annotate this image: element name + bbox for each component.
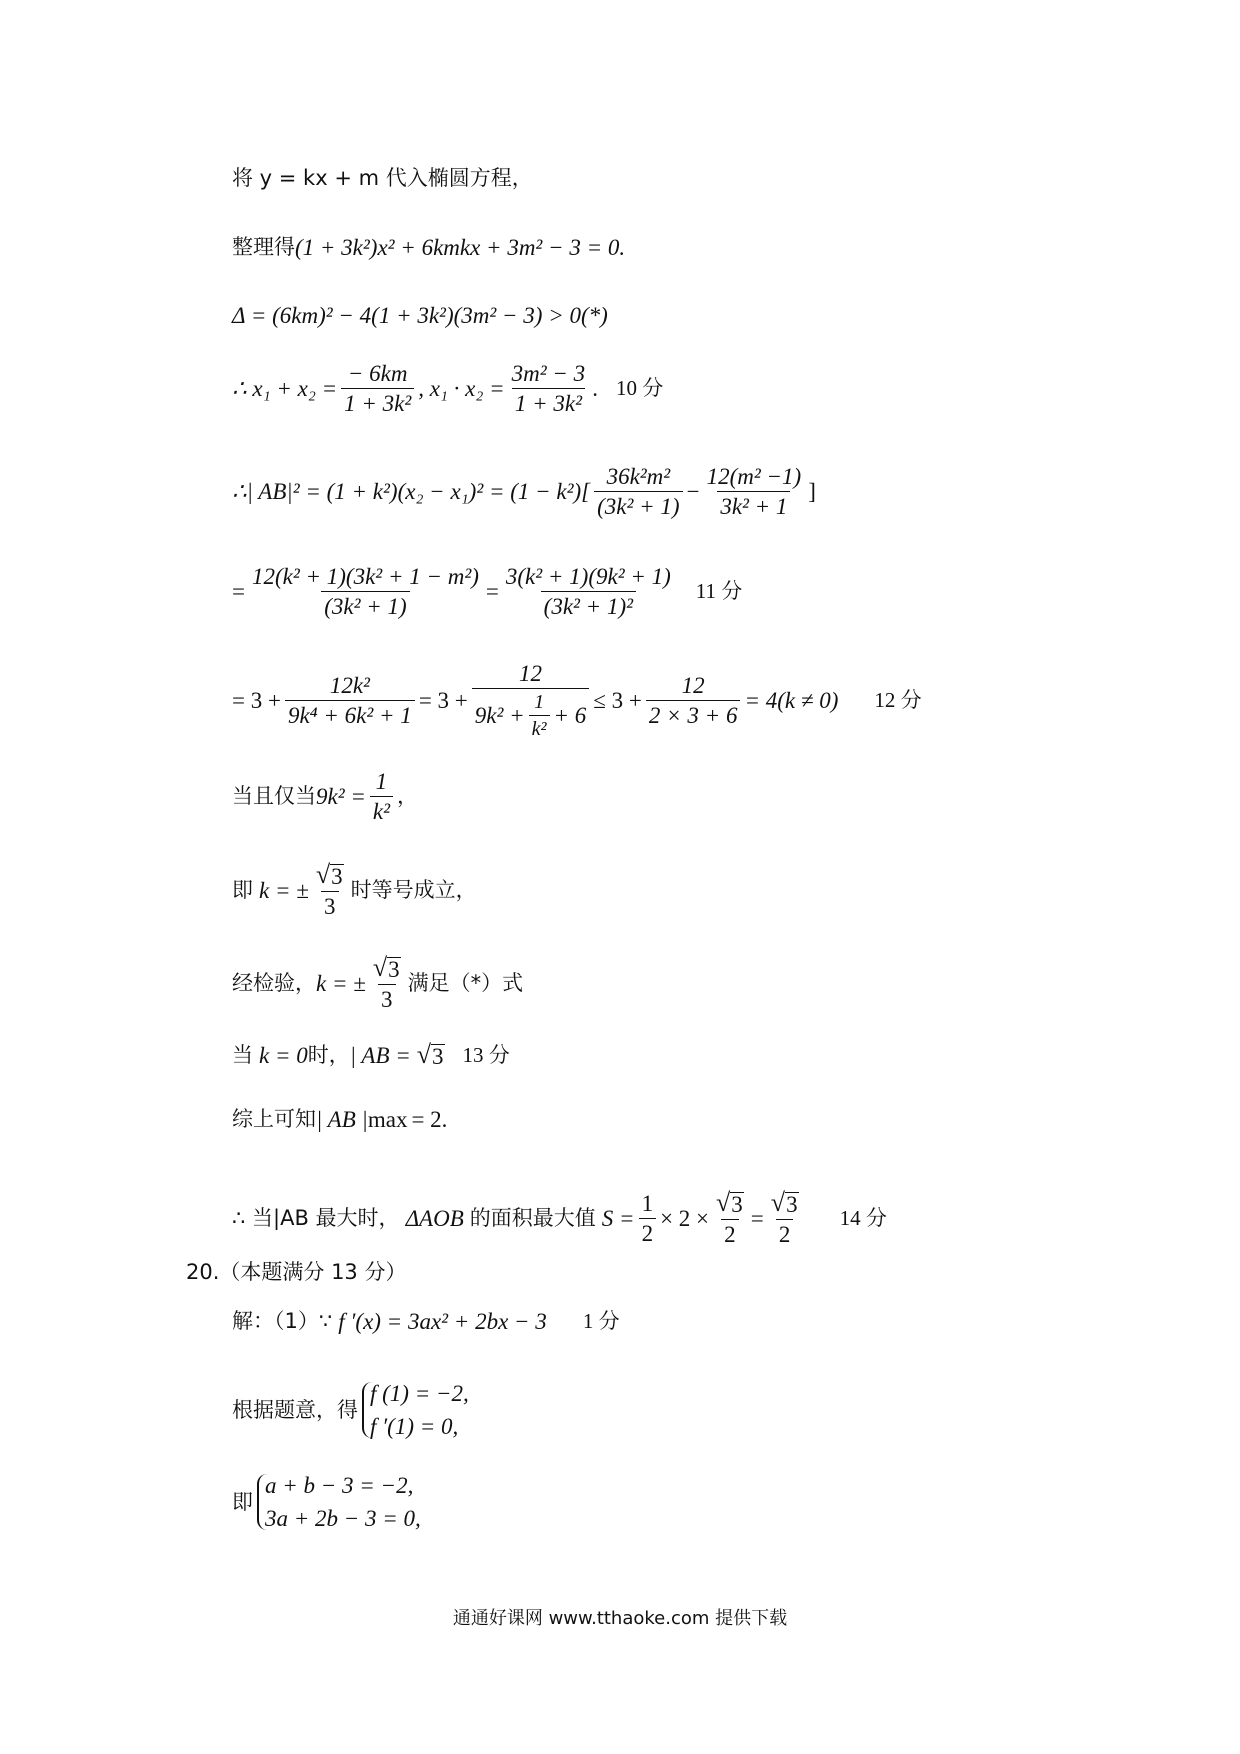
fraction-numerator: 12(k² + 1)(3k² + 1 − m²) xyxy=(251,564,479,589)
ab-length: | AB = xyxy=(349,1042,411,1068)
equals-sign: = xyxy=(485,579,499,604)
line-inequality xyxy=(232,662,922,739)
bracket-close: ] xyxy=(808,479,816,504)
chord-fraction-2 xyxy=(704,465,805,518)
fraction-numerator: 1 xyxy=(641,1190,654,1216)
k-zero-math: k = 0 xyxy=(259,1042,308,1068)
expr-part-c: ≤ 3 + xyxy=(593,688,642,713)
triangle-name: ΔAOB xyxy=(405,1205,464,1231)
that-is-label: 即 xyxy=(232,877,253,902)
system-2-row-1: a + b − 3 = −2, xyxy=(265,1473,414,1498)
area-text: 的面积最大值 xyxy=(469,1205,596,1230)
line-discriminant xyxy=(232,304,608,327)
fraction-denominator: 3 xyxy=(378,984,396,1011)
line-equality-condition xyxy=(232,770,418,823)
nested-fraction xyxy=(529,692,550,739)
system-2-label: 即 xyxy=(232,1489,253,1514)
quadratic-equation: (1 + 3k²)x² + 6kmkx + 3m² − 3 = 0. xyxy=(295,235,626,260)
ineq-fraction-2 xyxy=(472,662,590,739)
expr-part-d: = 4(k ≠ 0) xyxy=(744,688,839,713)
system-1-brace xyxy=(362,1382,469,1438)
sqrt-icon: √ 3 xyxy=(716,1188,743,1217)
line-system-2 xyxy=(232,1474,421,1530)
question-20-heading xyxy=(186,1262,406,1283)
verification-fraction xyxy=(370,955,404,1011)
line-rearranged-equation xyxy=(232,236,625,259)
substitute-text: 将 y = kx + m 代入椭圆方程， xyxy=(232,166,533,190)
system-1-row-1: f (1) = −2, xyxy=(370,1381,469,1406)
line-simplify xyxy=(232,565,742,618)
line-k-value xyxy=(232,862,477,918)
fraction-denominator: 2 xyxy=(776,1219,794,1246)
simplify-fraction-1 xyxy=(249,565,482,618)
fraction-denominator xyxy=(472,688,590,739)
satisfies-text: 满足（*）式 xyxy=(407,970,524,995)
when-text: 时， xyxy=(307,1042,350,1067)
line-substitute xyxy=(232,168,533,189)
radicand: 3 xyxy=(432,1044,444,1069)
equals-sign: = xyxy=(750,1205,764,1231)
ab-max: | AB | xyxy=(316,1107,368,1132)
fraction-denominator: 3k² + 1 xyxy=(717,491,790,518)
score-12: 12 分 xyxy=(874,688,922,712)
half-fraction xyxy=(639,1192,657,1245)
fraction-denominator: 9k⁴ + 6k² + 1 xyxy=(285,700,415,727)
fraction-denominator: 3 xyxy=(321,891,339,918)
fraction-numerator: 12 xyxy=(519,661,543,686)
discriminant-inequality: Δ = (6km)² − 4(1 + 3k²)(3m² − 3) > 0(*) xyxy=(232,303,608,328)
radicand: 3 xyxy=(731,1192,743,1217)
fraction-denominator: 1 + 3k² xyxy=(341,388,414,415)
condition-math: 9k² = xyxy=(316,784,366,809)
line-verification xyxy=(232,955,523,1011)
sqrt-icon: √ 3 xyxy=(416,1040,444,1069)
vieta-sum-fraction xyxy=(341,362,414,415)
k-value-fraction xyxy=(313,862,347,918)
area-intro: ∴ 当|AB 最大时， xyxy=(232,1205,400,1230)
k-value-math: k = ± xyxy=(259,877,309,903)
max-subscript: max xyxy=(367,1107,408,1132)
sqrt-icon: √ 3 xyxy=(770,1188,798,1217)
system-1-row-2: f ′(1) = 0, xyxy=(370,1414,459,1439)
fraction-numerator: 1 xyxy=(375,769,388,794)
page-footer: 通通好课网 www.tthaoke.com 提供下载 xyxy=(452,1608,788,1629)
system-2-row-2: 3a + 2b − 3 = 0, xyxy=(265,1506,421,1531)
derivative-math: f ′(x) = 3ax² + 2bx − 3 xyxy=(338,1309,547,1334)
system-2-brace xyxy=(257,1474,421,1530)
question-20-title: 20.（本题满分 13 分） xyxy=(186,1260,407,1284)
line-k-zero xyxy=(232,1042,510,1068)
condition-label: 当且仅当 xyxy=(232,784,316,808)
fraction-denominator: 2 × 3 + 6 xyxy=(646,700,741,727)
fraction-denominator: 2 xyxy=(721,1219,739,1246)
ineq-fraction-1 xyxy=(285,674,415,727)
radicand: 3 xyxy=(786,1192,798,1217)
score-13: 13 分 xyxy=(462,1042,510,1067)
line-area-max xyxy=(232,1190,887,1246)
times-two: × 2 × xyxy=(660,1205,710,1231)
equals-sign: = xyxy=(232,579,245,604)
fraction-denominator: 2 xyxy=(639,1218,657,1245)
expr-part-a: = 3 + xyxy=(232,688,281,713)
solution-label: 解：（1）∵ xyxy=(232,1309,333,1333)
when-label: 当 xyxy=(232,1042,253,1067)
line-vieta xyxy=(232,362,663,415)
vieta-sum-lhs: ∴ x₁ + x₂ = xyxy=(232,376,338,401)
fraction-denominator: k² xyxy=(370,796,393,823)
expr-part-b: = 3 + xyxy=(418,688,468,713)
period: . xyxy=(592,376,598,401)
score-1: 1 分 xyxy=(582,1309,620,1333)
line-derivative xyxy=(232,1310,620,1333)
summary-label: 综上可知 xyxy=(232,1107,316,1131)
fraction-numerator: 3m² − 3 xyxy=(511,361,586,386)
ineq-fraction-3 xyxy=(646,674,741,727)
verification-label: 经检验， xyxy=(232,970,316,995)
line-system-1 xyxy=(232,1382,469,1438)
sqrt3-half-fraction xyxy=(713,1190,747,1246)
score-14: 14 分 xyxy=(839,1205,887,1230)
fraction-numerator: 12 xyxy=(681,673,705,698)
comma: ， xyxy=(396,784,418,808)
denominator-part-a: 9k² + xyxy=(474,703,525,728)
fraction-numerator: − 6km xyxy=(347,361,408,386)
radicand: 3 xyxy=(331,864,343,889)
condition-fraction xyxy=(370,770,393,823)
fraction-numerator: 12(m² −1) xyxy=(706,464,802,489)
max-value: = 2. xyxy=(411,1107,448,1132)
score-10: 10 分 xyxy=(615,376,664,400)
line-conclusion-max xyxy=(232,1108,447,1131)
fraction-denominator: (3k² + 1)² xyxy=(541,591,636,618)
fraction-denominator: (3k² + 1) xyxy=(594,491,682,518)
radicand: 3 xyxy=(388,957,400,982)
score-11: 11 分 xyxy=(695,579,743,603)
fraction-numerator: 3(k² + 1)(9k² + 1) xyxy=(505,564,671,589)
fraction-denominator: 1 + 3k² xyxy=(512,388,585,415)
sqrt-icon: √ 3 xyxy=(372,953,400,982)
minus-sign: − xyxy=(686,479,700,504)
fraction-numerator: 12k² xyxy=(329,673,370,698)
chord-fraction-1 xyxy=(594,465,682,518)
fraction-numerator: 1 xyxy=(534,691,545,713)
vieta-product-lhs: , x₁ · x₂ = xyxy=(418,376,505,401)
rearrange-label: 整理得 xyxy=(232,235,295,259)
result-fraction xyxy=(768,1190,802,1246)
denominator-part-b: + 6 xyxy=(553,703,587,728)
fraction-denominator: k² xyxy=(529,715,550,739)
line-chord-length xyxy=(232,465,816,518)
fraction-denominator: (3k² + 1) xyxy=(321,591,409,618)
chord-length-lhs: ∴| AB|² = (1 + k²)(x₂ − x₁)² = (1 − k²)[ xyxy=(232,479,591,504)
verification-math: k = ± xyxy=(316,970,366,996)
vieta-product-fraction xyxy=(509,362,589,415)
fraction-numerator: 36k²m² xyxy=(606,464,671,489)
area-symbol: S = xyxy=(601,1205,635,1231)
system-1-label: 根据题意，得 xyxy=(232,1397,358,1422)
simplify-fraction-2 xyxy=(503,565,674,618)
equality-holds-text: 时等号成立， xyxy=(350,877,477,902)
sqrt-icon: √ 3 xyxy=(315,860,343,889)
